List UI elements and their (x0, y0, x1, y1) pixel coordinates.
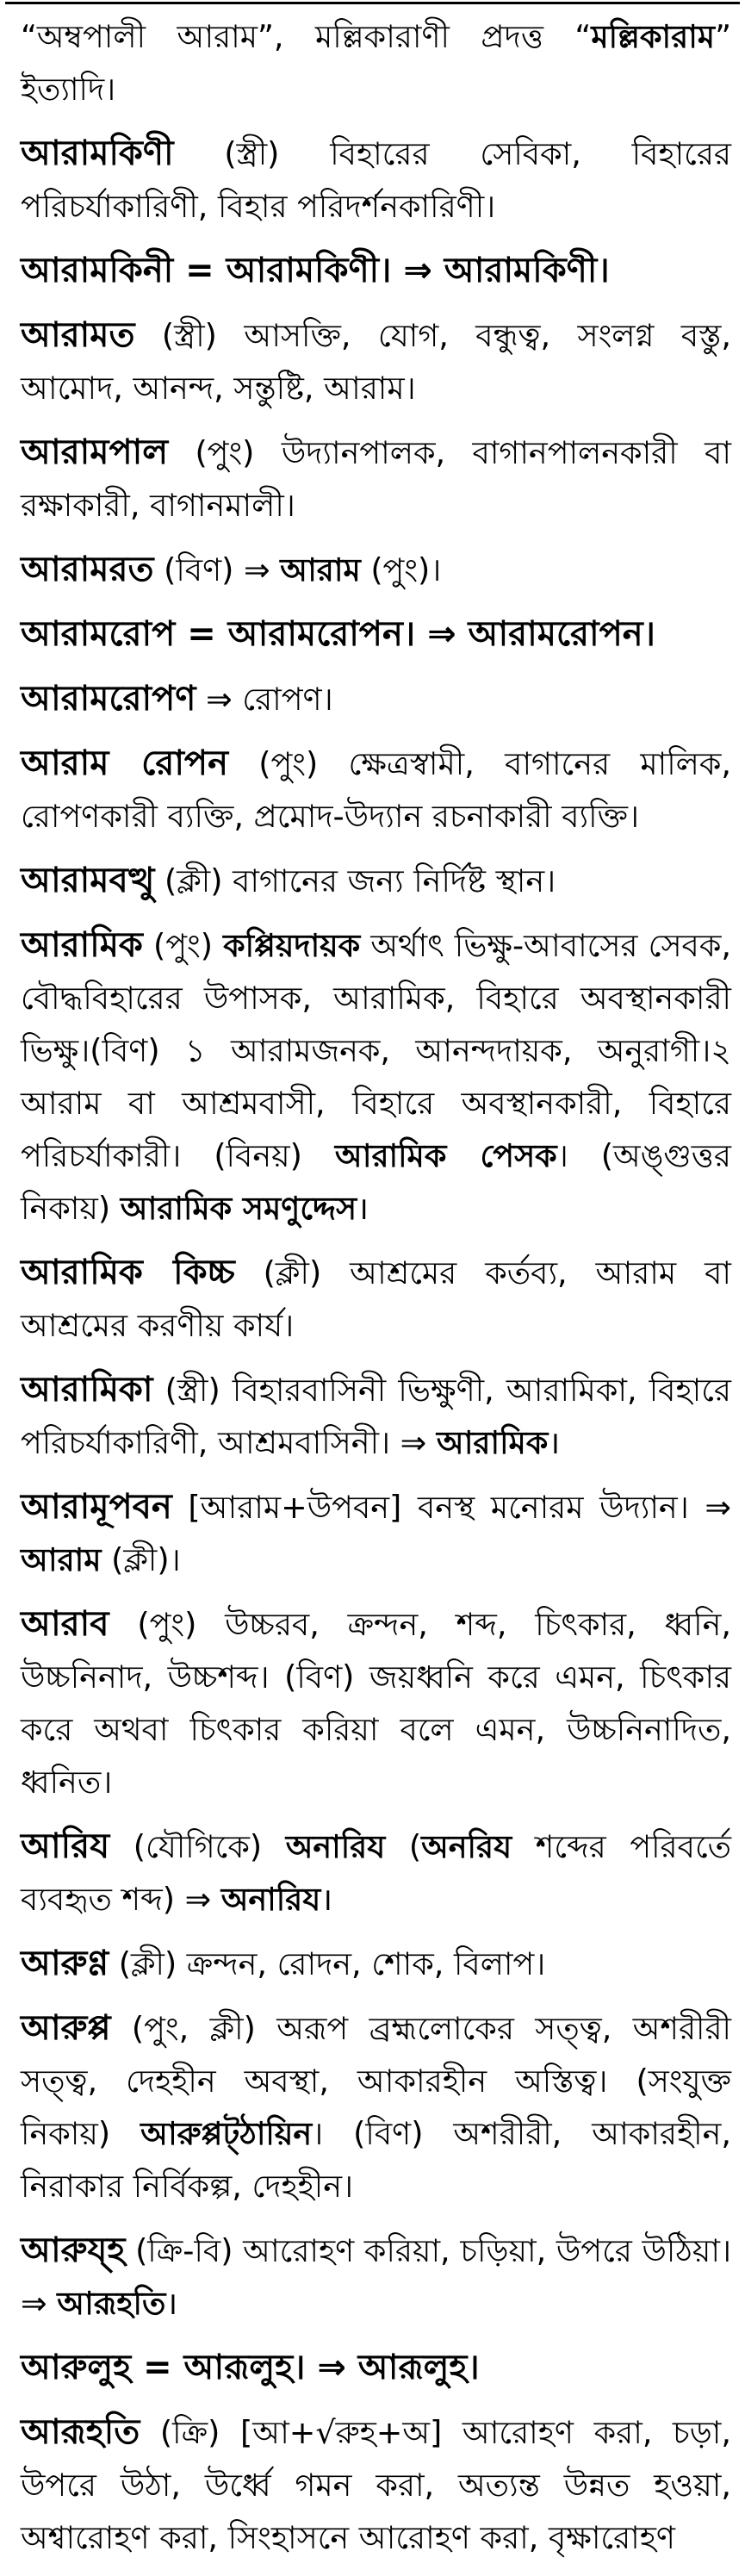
headword: আরুয্হ (21, 2231, 126, 2270)
headword: আরামপাল (21, 432, 169, 472)
headword: আরামূপবন (21, 1487, 172, 1527)
dictionary-entry (21, 1247, 731, 1352)
definition-text: (স্ত্রী) বিহারের সেবিকা, বিহারের পরিচর্যাকারিণী, বিহার পরিদর্শনকারিণী। (21, 135, 731, 225)
definition-text: (স্ত্রী) বিহারবাসিনী ভিক্ষুণী, আরামিকা, বিহারে পরিচর্যাকারিণী, আশ্রমবাসিনী। ⇒ (21, 1372, 731, 1461)
definition-text: (পুং) উদ্যানপালক, বাগানপালনকারী বা রক্ষাকারী, বাগানমালী। (21, 434, 731, 524)
bold-term: আরামিক পেসক (334, 1137, 557, 1174)
headword: আরামরত (21, 550, 154, 589)
dictionary-entry (21, 673, 731, 725)
dictionary-entry (21, 1820, 731, 1926)
dictionary-entry (21, 544, 731, 596)
definition-text: (পুং) ক্ষেত্রস্বামী, বাগানের মালিক, রোপণকারী ব্যক্তি, প্রমোদ-উদ্যান রচনাকারী ব্যক্তি। (21, 745, 731, 835)
definition-text: । (357, 1190, 369, 1227)
definition-text: ⇒ রোপণ। (196, 681, 333, 718)
dictionary-entry (21, 2406, 731, 2564)
headword: আরাম রোপন (21, 744, 228, 783)
headword: আরূহতি (21, 2412, 140, 2452)
headword: আরামরোপণ (21, 679, 196, 719)
dictionary-entry (21, 919, 731, 1235)
dictionary-entry (21, 128, 731, 233)
definition-text: (ক্লী) ক্রন্দন, রোদন, শোক, বিলাপ। (109, 1945, 546, 1982)
bold-term: আরামিক সমণুদ্দেস (120, 1190, 357, 1227)
definition-text: (ক্লী) বাগানের জন্য নির্দিষ্ট স্থান। (154, 862, 556, 899)
definition-text: ( (385, 1828, 422, 1865)
definition-text: (পুং) (142, 927, 224, 964)
dictionary-entry (21, 309, 731, 414)
definition-text: (বিণ) ⇒ (153, 551, 281, 588)
definition-text: (ক্রি) [আ+√রুহ+অ] আরোহণ করা, চড়া, উপরে উঠা, উর্ধ্বে গমন করা, অত্যন্ত উন্নত হওয়া, অশ্বারোহণ করা, সিংহাসনে আরোহণ করা, বৃক্ষারোহণ (21, 2414, 731, 2556)
dictionary-entry (21, 2002, 731, 2212)
definition-text: (পুং) উচ্চরব, ক্রন্দন, শব্দ, চিৎকার, ধ্বনি, উচ্চনিনাদ, উচ্চশব্দ। (বিণ) জয়ধ্বনি করে এমন, চিৎকার করে অথবা চিৎকার করিয়া বলে এমন, উচ্চনিনাদিত, ধ্বনিত। (21, 1606, 731, 1801)
dictionary-entry (21, 2224, 731, 2330)
headword: আরামকিণী (21, 134, 174, 173)
headword: আরামিক (21, 925, 143, 965)
bold-term: আরুপ্পট্‌ঠায়িন (140, 2115, 313, 2152)
definition-text: । (বিণ) অশরীরী, আকারহীন, নিরাকার নির্বিকল্প, দেহহীন। (21, 2115, 732, 2205)
definition-text: [আরাম+উপবন] বনস্থ মনোরম উদ্যান। ⇒ (171, 1489, 731, 1526)
definition-text: শব্দের পরিবর্তে ব্যবহৃত শব্দ) ⇒ (21, 1828, 732, 1918)
headword: আরামত (21, 315, 135, 355)
headword: আরাব (21, 1604, 109, 1644)
headword: আরামিক কিচ্চ (21, 1253, 235, 1292)
bold-term: আরূহতি (57, 2285, 166, 2322)
dictionary-entry (21, 1481, 731, 1586)
definition-text: (স্ত্রী) আসক্তি, যোগ, বন্ধুত্ব, সংলগ্ন বস্তু, আমোদ, আনন্দ, সন্তুষ্টি, আরাম। (21, 317, 731, 407)
dictionary-entry (21, 426, 731, 532)
headword: আরামরোপ = আরামরোপন। ⇒ আরামরোপন। (21, 614, 655, 654)
dictionary-entry (21, 737, 731, 843)
bold-term: কপ্পিয়দায়ক (223, 927, 361, 964)
definition-text: ” ইত্যাদি। (21, 18, 731, 108)
bold-term: আরাম (21, 1541, 102, 1578)
definition-text: অর্থাৎ ভিক্ষু-আবাসের সেবক, বৌদ্ধবিহারের উপাসক, আরামিক, বিহারে অবস্থানকারী ভিক্ষু।(বিণ) ১ আরামজনক, আনন্দদায়ক, অনুরাগী।২ আরাম বা আশ্রমবাসী, বিহারে অবস্থানকারী, বিহারে পরিচর্যাকারী। (বিনয়) (21, 927, 732, 1174)
definition-text: (যৌগিকে) (109, 1828, 286, 1865)
bold-term: অনরিয (421, 1828, 512, 1865)
dictionary-entry (21, 245, 731, 297)
bold-term: আরাম (280, 551, 361, 588)
headword: আরামবত্থু (21, 861, 155, 900)
headword: আরিয (21, 1826, 110, 1866)
bold-term: অনারিয (220, 1881, 321, 1918)
definition-text: (পুং)। (360, 551, 442, 588)
headword: আরুপ্প (21, 2008, 111, 2048)
definition-text: (ক্লী) আশ্রমের কর্তব্য, আরাম বা আশ্রমের করণীয় কার্য। (21, 1254, 731, 1344)
definition-text: “অম্বপালী আরাম”, মল্লিকারাণী প্রদত্ত “ (21, 18, 592, 55)
definition-text: । (320, 1881, 333, 1918)
headword: আরামকিনী = আরামকিণী। ⇒ আরামকিণী। (21, 251, 610, 290)
definition-text: (ক্লী)। (101, 1541, 181, 1578)
definition-text: (পুং, ক্লী) অরূপ ব্রহ্মলোকের সত্ত্ব, অশরীরী সত্ত্ব, দেহহীন অবস্থা, আকারহীন অস্তিত্ব। (সংযুক্ত নিকায়) (21, 2010, 731, 2152)
definition-text: । (165, 2285, 178, 2322)
bold-term: আরামিক (436, 1424, 549, 1461)
top-rule (5, 2, 740, 4)
headword: আরামিকা (21, 1370, 153, 1409)
headword: আরুলুহ = আরূলুহ। ⇒ আরূলুহ। (21, 2348, 480, 2387)
dictionary-entry (21, 608, 731, 661)
bold-term: মল্লিকারাম (591, 18, 716, 55)
definition-text: (ক্রি-বি) আরোহণ করিয়া, চড়িয়া, উপরে উঠিয়া। ⇒ (21, 2232, 731, 2322)
definition-text: । (548, 1424, 561, 1461)
dictionary-entry (21, 2342, 731, 2394)
dictionary-entry (21, 1938, 731, 1990)
bold-term: অনারিয (285, 1828, 386, 1865)
entry-list (21, 10, 731, 2576)
entry-continuation (21, 10, 731, 115)
definition-text: । (অঙ্গুত্তর নিকায়) (21, 1137, 731, 1227)
headword: আরুণ্ণ (21, 1944, 109, 1983)
dictionary-entry (21, 1364, 731, 1469)
dictionary-entry (21, 855, 731, 907)
dictionary-entry (21, 1598, 731, 1808)
